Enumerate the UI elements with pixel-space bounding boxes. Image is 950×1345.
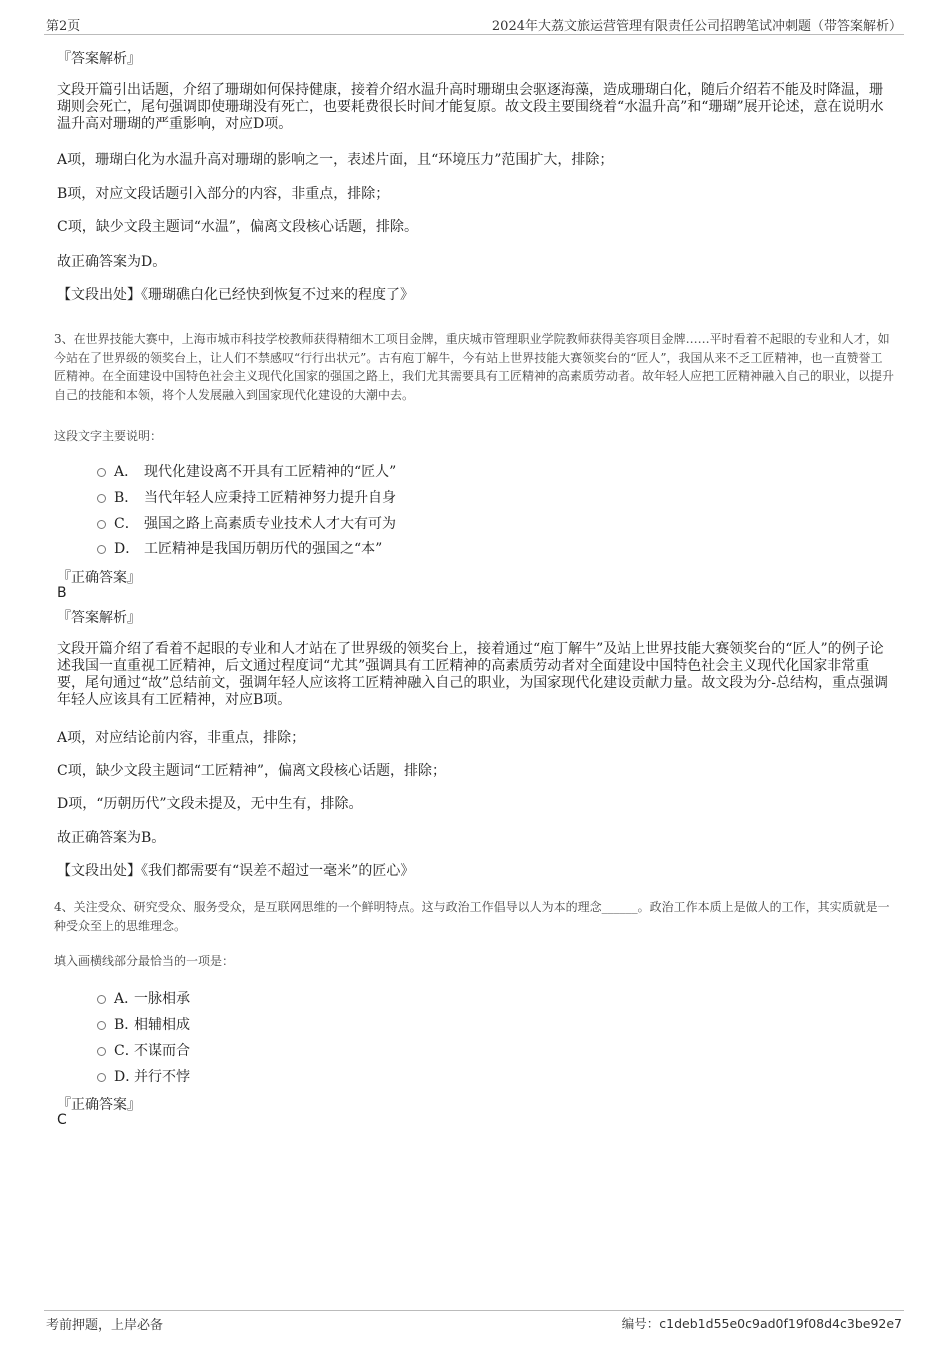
page-footer [44, 1310, 904, 1333]
question-4-option-b[interactable]: B．相辅相成 [97, 1014, 190, 1034]
footer-slogan: 考前押题，上岸必备 [46, 1318, 164, 1333]
source-citation: 【文段出处】《我们都需要有“误差不超过一毫米”的匠心》 [57, 863, 415, 879]
question-3-prompt: 这段文字主要说明： [54, 429, 163, 443]
document-title: 2024年大荔文旅运营管理有限责任公司招聘笔试冲刺题（带答案解析） [491, 19, 902, 34]
analysis-option-a: A项，对应结论前内容，非重点，排除； [57, 730, 306, 746]
correct-answer-label: 『正确答案』 [57, 570, 141, 586]
correct-answer-label: 『正确答案』 [57, 1097, 141, 1113]
question-3-option-b[interactable]: B． 当代年轻人应秉持工匠精神努力提升自身 [97, 487, 396, 507]
analysis-option-b: B项，对应文段话题引入部分的内容，非重点，排除； [57, 186, 390, 202]
question-4-prompt: 填入画横线部分最恰当的一项是： [54, 954, 235, 968]
analysis-option-c: C项，缺少文段主题词“水温”，偏离文段核心话题，排除。 [57, 219, 419, 235]
analysis-conclusion: 故正确答案为D。 [57, 254, 167, 270]
analysis-text: 文段开篇介绍了看着不起眼的专业和人才站在了世界级的领奖台上，接着通过“庖丁解牛”及站上世界技能大赛领奖台的“匠人”的例子论述我国一直重视工匠精神，后文通过程度词“尤其”强调具有工匠精神的高素质劳动者对全面建设中国特色社会主义现代化国家非常重要，尾句通过“故”总结前文，强调年轻人应该将工匠精神融入自己的职业，为国家现代化建设贡献力量。故文段为分-总结构，重点强调年轻人应该具有工匠精神，对应B项。 [57, 641, 889, 708]
analysis-label: 『答案解析』 [57, 51, 141, 67]
analysis-option-a: A项，珊瑚白化为水温升高对珊瑚的影响之一，表述片面，且“环境压力”范围扩大，排除； [57, 152, 614, 168]
radio-icon[interactable] [97, 1021, 106, 1030]
question-4-text: 4、关注受众、研究受众、服务受众，是互联网思维的一个鲜明特点。这与政治工作倡导以人为本的理念______。政治工作本质上是做人的工作，其实质就是一种受众至上的思维理念。 [54, 900, 890, 933]
source-citation: 【文段出处】《珊瑚礁白化已经快到恢复不过来的程度了》 [57, 287, 414, 303]
question-4-option-c[interactable]: C．不谋而合 [97, 1040, 190, 1060]
correct-answer: B [57, 585, 67, 601]
page-number: 第2页 [46, 19, 81, 34]
question-3-text: 3、在世界技能大赛中，上海市城市科技学校教师获得精细木工项目金牌，重庆城市管理职业学院教师获得美容项目金牌……平时看着不起眼的专业和人才，如今站在了世界级的领奖台上，让人们不禁感叹“行行出状元”。古有庖丁解牛，今有站上世界技能大赛领奖台的“匠人”，我国从来不乏工匠精神，也一直赞誉工匠精神。在全面建设中国特色社会主义现代化国家的强国之路上，我们尤其需要具有工匠精神的高素质劳动者。故年轻人应把工匠精神融入自己的职业，以提升自己的技能和本领，将个人发展融入到国家现代化建设的大潮中去。 [54, 332, 895, 402]
radio-icon[interactable] [97, 1047, 106, 1056]
question-4-option-d[interactable]: D．并行不悖 [97, 1066, 190, 1086]
radio-icon[interactable] [97, 545, 106, 554]
correct-answer: C [57, 1112, 67, 1128]
radio-icon[interactable] [97, 494, 106, 503]
question-3-option-c[interactable]: C． 强国之路上高素质专业技术人才大有可为 [97, 513, 396, 533]
question-4-option-a[interactable]: A．一脉相承 [97, 988, 190, 1008]
page-header [44, 14, 904, 35]
question-3-option-d[interactable]: D． 工匠精神是我国历朝历代的强国之“本” [97, 538, 382, 558]
analysis-option-d: D项，“历朝历代”文段未提及，无中生有，排除。 [57, 796, 363, 812]
analysis-text: 文段开篇引出话题，介绍了珊瑚如何保持健康，接着介绍水温升高时珊瑚虫会驱逐海藻，造成珊瑚白化，随后介绍若不能及时降温，珊瑚则会死亡，尾句强调即使珊瑚没有死亡，也要耗费很长时间才能复原。故文段主要围绕着“水温升高”和“珊瑚”展开论述，意在说明水温升高对珊瑚的严重影响，对应D项。 [57, 82, 884, 132]
radio-icon[interactable] [97, 995, 106, 1004]
analysis-conclusion: 故正确答案为B。 [57, 830, 166, 846]
question-3-option-a[interactable]: A． 现代化建设离不开具有工匠精神的“匠人” [97, 461, 396, 481]
document-id: 编号：c1deb1d55e0c9ad0f19f08d4c3be92e7 [621, 1316, 902, 1331]
radio-icon[interactable] [97, 468, 106, 477]
radio-icon[interactable] [97, 520, 106, 529]
analysis-option-c: C项，缺少文段主题词“工匠精神”，偏离文段核心话题，排除； [57, 763, 447, 779]
radio-icon[interactable] [97, 1073, 106, 1082]
analysis-label: 『答案解析』 [57, 610, 141, 626]
